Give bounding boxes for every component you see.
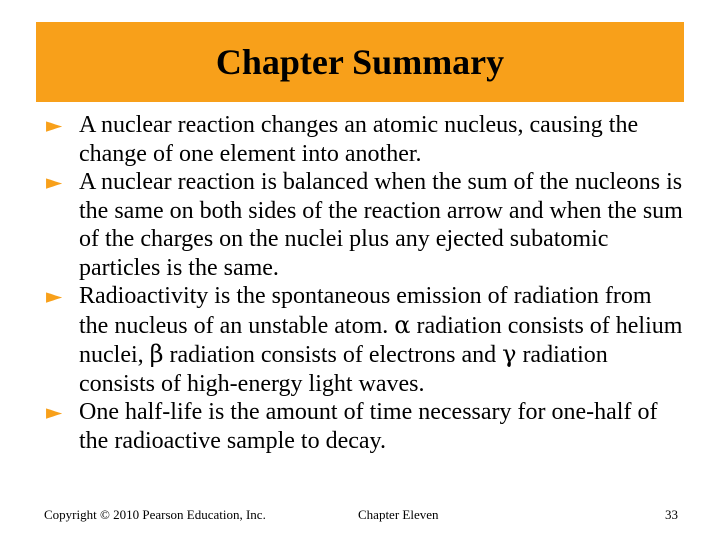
footer-page-number: 33: [665, 507, 678, 522]
footer-chapter: Chapter Eleven: [358, 507, 439, 522]
alpha-symbol: α: [394, 310, 411, 339]
bullet-marker-icon: ►: [46, 170, 63, 194]
bullet-marker-icon: ►: [46, 284, 63, 308]
bullet-list: [46, 111, 686, 455]
footer-copyright: Copyright © 2010 Pearson Education, Inc.: [44, 507, 266, 522]
bullet-text-part: radiation consists of high-energy light waves.: [79, 342, 608, 397]
bullet-text-part: radiation consists of electrons and: [163, 342, 503, 368]
bullet-text-part: radiation consists of helium nuclei,: [79, 312, 683, 368]
bullet-item: [46, 111, 686, 168]
slide-title: Chapter Summary: [215, 42, 505, 82]
bullet-text: A nuclear reaction is balanced when the sum of the nucleons is the same on both sides of the reaction arrow and when the sum of the charges on the nuclei plus any ejected subatomic particles is the same.: [79, 169, 683, 281]
bullet-item: [46, 168, 686, 282]
bullet-marker-icon: ►: [46, 113, 63, 137]
title-bar: [36, 22, 684, 102]
bullet-marker-icon: ►: [46, 400, 63, 424]
beta-symbol: β: [149, 340, 164, 368]
gamma-symbol: γ: [502, 340, 517, 368]
bullet-item: [46, 398, 686, 455]
bullet-text: One half-life is the amount of time necessary for one-half of the radioactive sample to decay.: [79, 399, 658, 454]
bullet-text-part: Radioactivity is the spontaneous emission of radiation from the nucleus of an unstable atom.: [79, 283, 652, 339]
bullet-text: A nuclear reaction changes an atomic nucleus, causing the change of one element into another.: [79, 112, 639, 167]
bullet-item: [46, 282, 686, 398]
